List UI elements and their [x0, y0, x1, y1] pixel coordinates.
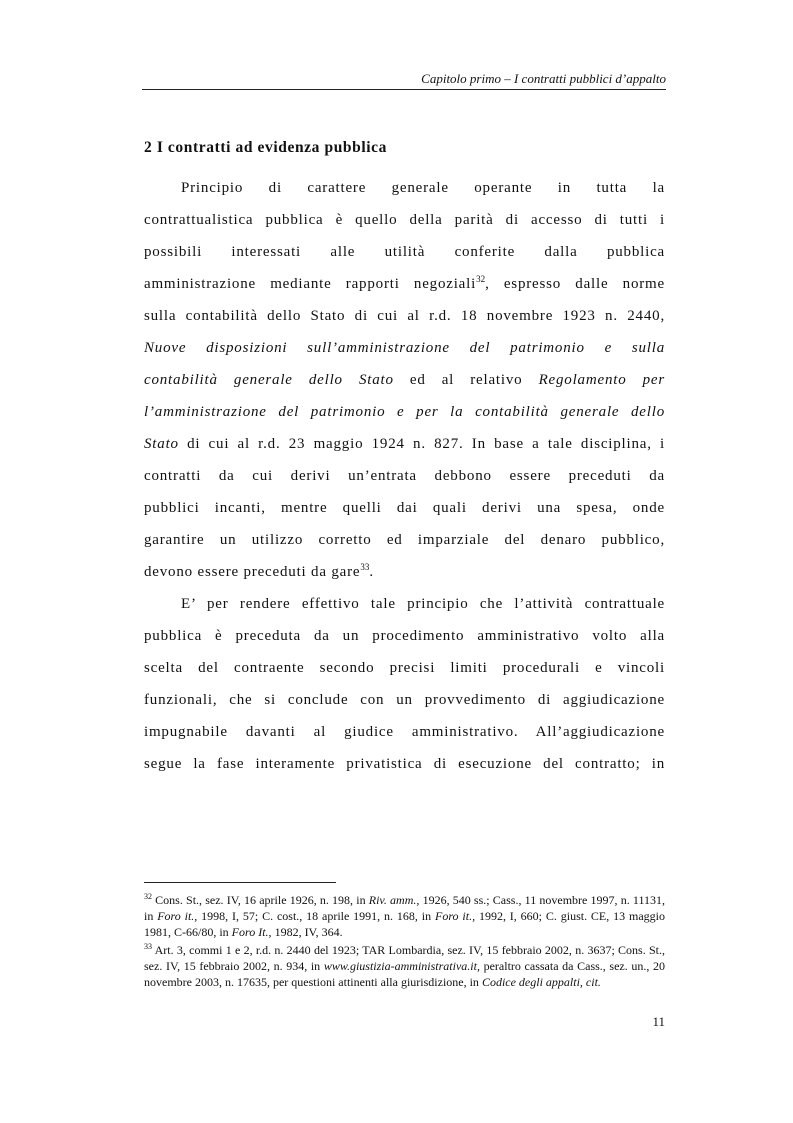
footnote-text: peraltro cassata da Cass., sez. un., 20 novembre 2003, n. 17635, per questioni attinenti alla giurisdizione, in — [144, 959, 666, 989]
body-text-fragment: di cui al r.d. 23 maggio 1924 n. 827. In base a tale disciplina, i — [178, 436, 665, 452]
body-line: pubblica è preceduta da un procedimento amministrativo volto alla — [144, 628, 665, 644]
footnote-text: Art. 3, commi 1 e 2, r.d. n. 2440 del 1923; TAR Lombardia, sez. IV, 15 febbraio 2002, n. 3637; Cons. St., sez. IV, 15 febbraio 2002, n. 934, in — [144, 943, 665, 973]
body-line: funzionali, che si conclude con un provvedimento di aggiudicazione — [144, 692, 665, 708]
body-line: segue la fase interamente privatistica di esecuzione del contratto; in — [144, 756, 665, 772]
body-line — [144, 332, 665, 364]
page-number: 11 — [652, 1014, 665, 1029]
body-line: contratti da cui derivi un’entrata debbono essere preceduti da — [144, 468, 665, 484]
footnote-ref-32[interactable]: 32 — [476, 274, 486, 284]
footnotes — [144, 892, 665, 992]
body-line — [144, 268, 665, 300]
footnote-link[interactable]: www.giustizia-amministrativa.it, — [323, 959, 480, 973]
footnote-number: 32 — [144, 892, 152, 901]
body-line: sulla contabilità dello Stato di cui al r.d. 18 novembre 1923 n. 2440, — [144, 308, 665, 324]
footnote-italic: Codice degli appalti, cit. — [481, 975, 601, 989]
body-text-fragment: , espresso dalle norme — [485, 276, 665, 292]
italic-title: contabilità generale dello Stato — [144, 372, 394, 388]
running-header: Capitolo primo – I contratti pubblici d’appalto — [421, 71, 666, 86]
footnote-32 — [144, 892, 665, 940]
body-line: scelta del contraente secondo precisi limiti procedurali e vincoli — [144, 660, 665, 676]
body-line: garantire un utilizzo corretto ed imparziale del denaro pubblico, — [144, 532, 665, 548]
body-line — [144, 428, 665, 460]
body-line — [144, 364, 665, 396]
footnote-italic: Foro It., — [231, 925, 272, 939]
footnote-text: 1926, 540 ss.; Cass., 11 novembre 1997, n. 11131, in — [144, 893, 666, 923]
body-text-fragment: ed al relativo — [393, 372, 539, 388]
footnote-ref-33[interactable]: 33 — [360, 562, 370, 572]
footnote-text: 1992, I, 660; C. giust. CE, 13 maggio 1981, C-66/80, in — [144, 909, 665, 939]
footnote-italic: Foro it., — [157, 909, 198, 923]
footnote-text: 1982, IV, 364. — [271, 925, 343, 939]
body-line — [144, 396, 665, 428]
body-line: pubblici incanti, mentre quelli dai quali derivi una spesa, onde — [144, 500, 665, 516]
footnote-text: 1998, I, 57; C. cost., 18 aprile 1991, n. 168, in — [197, 909, 435, 923]
body-line — [144, 556, 665, 588]
footnote-text: Cons. St., sez. IV, 16 aprile 1926, n. 198, in — [152, 893, 369, 907]
footnote-33 — [144, 942, 665, 990]
body-line: contrattualistica pubblica è quello della parità di accesso di tutti i — [144, 212, 665, 228]
footnote-number: 33 — [144, 942, 152, 951]
body-text-fragment: devono essere preceduti da gare — [144, 564, 361, 580]
italic-title: l’amministrazione del patrimonio e per la contabilità generale dello — [144, 404, 665, 420]
body-text — [144, 172, 665, 780]
italic-title: Stato — [144, 436, 179, 452]
footnote-italic: Riv. amm., — [368, 893, 420, 907]
italic-title: Regolamento per — [538, 372, 665, 388]
body-text-fragment: . — [369, 564, 374, 580]
body-line: E’ per rendere effettivo tale principio che l’attività contrattuale — [181, 596, 665, 612]
body-line: Principio di carattere generale operante in tutta la — [181, 180, 665, 196]
footnote-italic: Foro it., — [434, 909, 476, 923]
body-text-fragment: amministrazione mediante rapporti negoziali — [144, 276, 477, 292]
body-line: impugnabile davanti al giudice amministrativo. All’aggiudicazione — [144, 724, 665, 740]
header-rule — [142, 89, 666, 90]
italic-title: Nuove disposizioni sull’amministrazione del patrimonio e sulla — [144, 340, 665, 356]
footnote-rule — [144, 882, 336, 883]
body-line: possibili interessati alle utilità conferite dalla pubblica — [144, 244, 665, 260]
section-heading: 2 I contratti ad evidenza pubblica — [144, 139, 388, 156]
